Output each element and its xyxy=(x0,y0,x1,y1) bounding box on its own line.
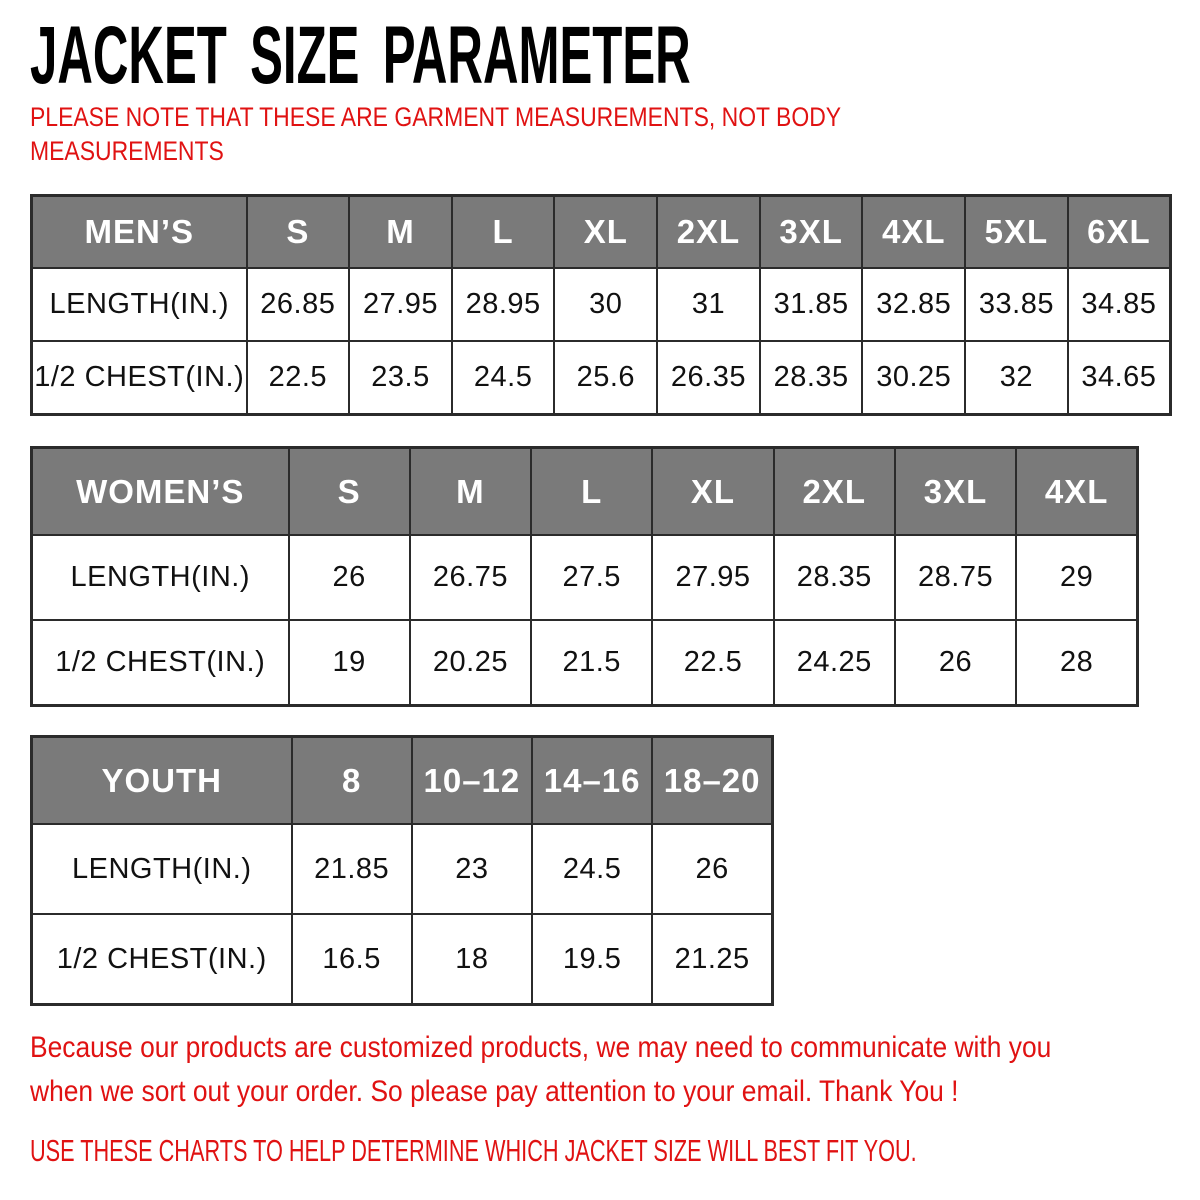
value-cell: 27.5 xyxy=(531,535,652,620)
size-label-cell: M xyxy=(410,448,531,536)
value-cell: 27.95 xyxy=(349,268,452,341)
youth-size-table xyxy=(30,735,774,1006)
size-label-cell: L xyxy=(452,196,555,269)
size-label-cell: 2XL xyxy=(657,196,760,269)
size-label-cell: 14–16 xyxy=(532,737,652,825)
value-cell: 30 xyxy=(554,268,657,341)
value-cell: 28.95 xyxy=(452,268,555,341)
value-cell: 23 xyxy=(412,824,532,914)
measurement-row xyxy=(32,824,773,914)
value-cell: 21.85 xyxy=(292,824,412,914)
value-cell: 25.6 xyxy=(554,341,657,415)
value-cell: 22.5 xyxy=(652,620,773,706)
table-title-cell: MEN’S xyxy=(32,196,247,269)
footer-line-1: Because our products are customized products, we may need to communicate with you xyxy=(30,1031,1052,1064)
size-label-cell: S xyxy=(247,196,350,269)
size-label-cell: 2XL xyxy=(774,448,895,536)
measurement-row xyxy=(32,268,1171,341)
size-label-cell: 3XL xyxy=(760,196,863,269)
table-title-cell: WOMEN’S xyxy=(32,448,289,536)
measurement-row xyxy=(32,620,1138,706)
value-cell: 27.95 xyxy=(652,535,773,620)
value-cell: 19 xyxy=(289,620,410,706)
value-cell: 34.65 xyxy=(1068,341,1171,415)
value-cell: 33.85 xyxy=(965,268,1068,341)
size-label-cell: L xyxy=(531,448,652,536)
value-cell: 31.85 xyxy=(760,268,863,341)
value-cell: 22.5 xyxy=(247,341,350,415)
chart-usage-note: USE THESE CHARTS TO HELP DETERMINE WHICH JACKET SIZE WILL BEST FIT YOU. xyxy=(30,1133,917,1168)
table-title-cell: YOUTH xyxy=(32,737,292,825)
size-label-cell: 10–12 xyxy=(412,737,532,825)
value-cell: 34.85 xyxy=(1068,268,1171,341)
size-label-cell: XL xyxy=(652,448,773,536)
size-header-row xyxy=(32,448,1138,536)
garment-measurement-note xyxy=(30,100,1172,168)
value-cell: 19.5 xyxy=(532,914,652,1005)
row-label-cell: 1/2 CHEST(IN.) xyxy=(32,620,289,706)
value-cell: 26 xyxy=(289,535,410,620)
note-line-1: PLEASE NOTE THAT THESE ARE GARMENT MEASUREMENTS, NOT BODY xyxy=(30,102,842,132)
size-label-cell: M xyxy=(349,196,452,269)
womens-size-table xyxy=(30,446,1139,707)
value-cell: 21.25 xyxy=(652,914,772,1005)
size-label-cell: 6XL xyxy=(1068,196,1171,269)
size-label-cell: 4XL xyxy=(862,196,965,269)
customization-communication-note xyxy=(30,1026,1172,1114)
value-cell: 24.25 xyxy=(774,620,895,706)
size-label-cell: 5XL xyxy=(965,196,1068,269)
row-label-cell: 1/2 CHEST(IN.) xyxy=(32,914,292,1005)
value-cell: 18 xyxy=(412,914,532,1005)
value-cell: 28.35 xyxy=(760,341,863,415)
value-cell: 30.25 xyxy=(862,341,965,415)
value-cell: 32.85 xyxy=(862,268,965,341)
value-cell: 32 xyxy=(965,341,1068,415)
size-label-cell: 4XL xyxy=(1016,448,1137,536)
size-header-row xyxy=(32,196,1171,269)
size-header-row xyxy=(32,737,773,825)
value-cell: 23.5 xyxy=(349,341,452,415)
value-cell: 21.5 xyxy=(531,620,652,706)
measurement-row xyxy=(32,914,773,1005)
size-label-cell: S xyxy=(289,448,410,536)
value-cell: 16.5 xyxy=(292,914,412,1005)
size-label-cell: 3XL xyxy=(895,448,1016,536)
size-label-cell: XL xyxy=(554,196,657,269)
size-label-cell: 18–20 xyxy=(652,737,772,825)
measurement-row xyxy=(32,341,1171,415)
value-cell: 28.35 xyxy=(774,535,895,620)
size-label-cell: 8 xyxy=(292,737,412,825)
footer-line-2: when we sort out your order. So please pay attention to your email. Thank You ! xyxy=(30,1075,959,1108)
row-label-cell: 1/2 CHEST(IN.) xyxy=(32,341,247,415)
value-cell: 29 xyxy=(1016,535,1137,620)
value-cell: 31 xyxy=(657,268,760,341)
page-title: JACKET SIZE PARAMETER xyxy=(30,10,691,101)
mens-size-table xyxy=(30,194,1172,416)
value-cell: 28 xyxy=(1016,620,1137,706)
value-cell: 26.85 xyxy=(247,268,350,341)
value-cell: 24.5 xyxy=(532,824,652,914)
value-cell: 26 xyxy=(652,824,772,914)
row-label-cell: LENGTH(IN.) xyxy=(32,268,247,341)
value-cell: 28.75 xyxy=(895,535,1016,620)
row-label-cell: LENGTH(IN.) xyxy=(32,535,289,620)
value-cell: 20.25 xyxy=(410,620,531,706)
value-cell: 24.5 xyxy=(452,341,555,415)
note-line-2: MEASUREMENTS xyxy=(30,136,224,166)
measurement-row xyxy=(32,535,1138,620)
row-label-cell: LENGTH(IN.) xyxy=(32,824,292,914)
value-cell: 26.75 xyxy=(410,535,531,620)
value-cell: 26 xyxy=(895,620,1016,706)
value-cell: 26.35 xyxy=(657,341,760,415)
